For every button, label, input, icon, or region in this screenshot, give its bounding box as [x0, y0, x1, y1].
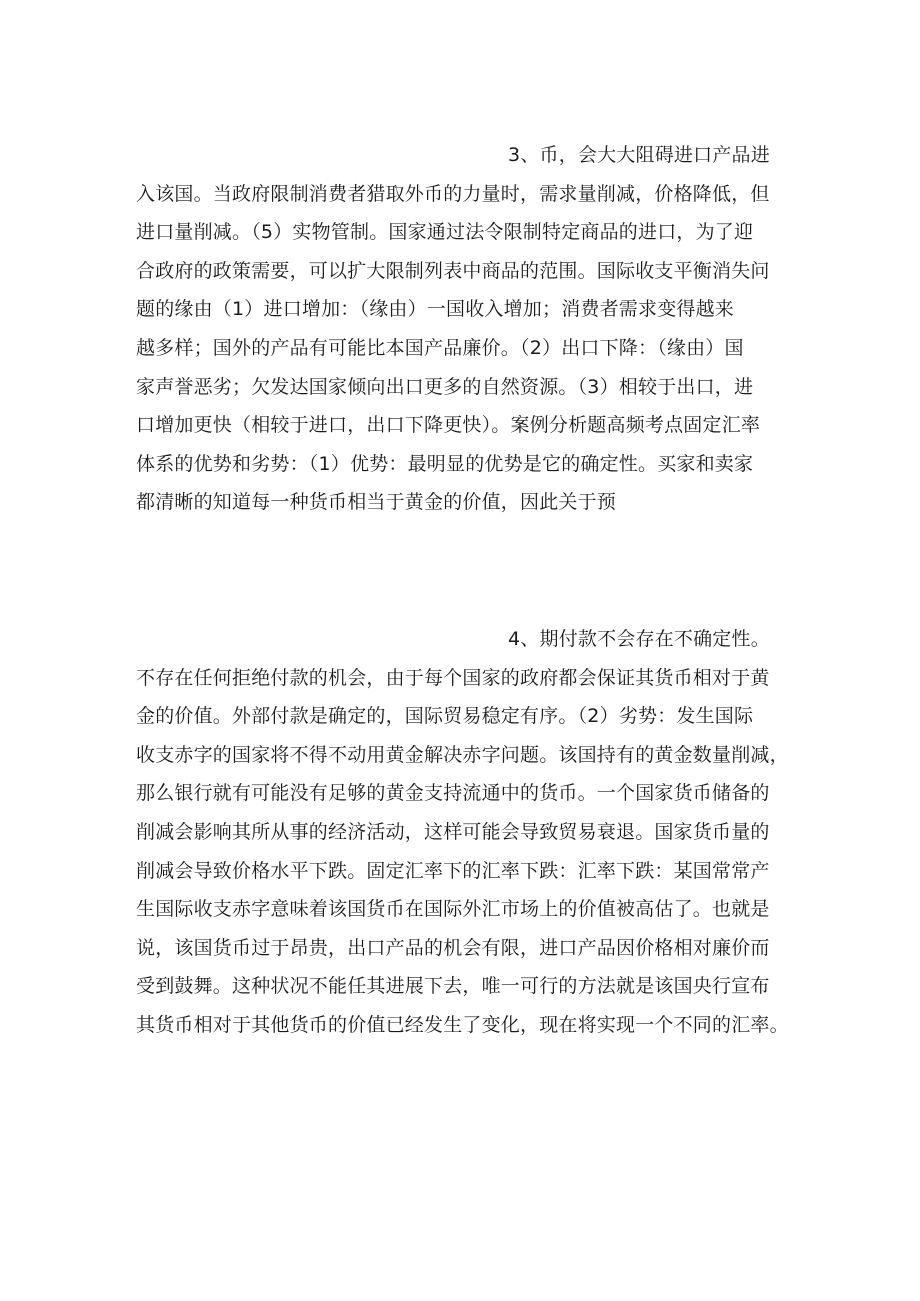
paragraph-section-3	[136, 136, 796, 522]
text-line: 金的价值。外部付款是确定的，国际贸易稳定有序。（2）劣势：发生国际	[136, 705, 754, 728]
text-line: 受到鼓舞。这种状况不能任其进展下去，唯一可行的方法就是该国央行宣布	[136, 975, 770, 998]
text-line: 削减会影响其所从事的经济活动，这样可能会导致贸易衰退。国家货币量的	[136, 820, 770, 843]
text-line: 生国际收支赤字意味着该国货币在国际外汇市场上的价值被高估了。也就是	[136, 898, 770, 921]
text-line: 3、币，会大大阻碍进口产品进	[508, 144, 770, 166]
text-line: 合政府的政策需要，可以扩大限制列表中商品的范围。国际收支平衡消失问	[136, 259, 770, 282]
text-line: 口增加更快（相较于进口，出口下降更快）。案例分析题高频考点固定汇率	[136, 414, 761, 437]
text-line: 体系的优势和劣势：（1）优势：最明显的优势是它的确定性。买家和卖家	[136, 452, 754, 475]
text-line: 家声誉恶劣；欠发达国家倾向出口更多的自然资源。（3）相较于出口，进	[136, 375, 754, 398]
text-line: 那么银行就有可能没有足够的黄金支持流通中的货币。一个国家货币储备的	[136, 782, 770, 805]
text-line: 收支赤字的国家将不得不动用黄金解决赤字问题。该国持有的黄金数量削减，	[136, 743, 789, 766]
paragraph-section-4	[136, 620, 796, 1045]
text-line: 入该国。当政府限制消费者猎取外币的力量时，需求量削减，价格降低，但	[136, 182, 770, 205]
text-line: 越多样；国外的产品有可能比本国产品廉价。（2）出口下降：（缘由）国	[136, 336, 744, 359]
text-line: 4、期付款不会存在不确定性。	[508, 628, 770, 650]
text-line: 都清晰的知道每一种货币相当于黄金的价值，因此关于预	[136, 491, 617, 514]
text-line: 题的缘由（1）进口增加：（缘由）一国收入增加；消费者需求变得越来	[136, 298, 734, 321]
text-line: 说，该国货币过于昂贵，出口产品的机会有限，进口产品因价格相对廉价而	[136, 936, 770, 959]
text-line: 进口量削减。（5）实物管制。国家通过法令限制特定商品的进口，为了迎	[136, 221, 754, 244]
text-line: 削减会导致价格水平下跌。固定汇率下的汇率下跌：汇率下跌：某国常常产	[136, 859, 770, 882]
text-line: 不存在任何拒绝付款的机会，由于每个国家的政府都会保证其货币相对于黄	[136, 666, 770, 689]
text-line: 其货币相对于其他货币的价值已经发生了变化，现在将实现一个不同的汇率。	[136, 1013, 789, 1036]
